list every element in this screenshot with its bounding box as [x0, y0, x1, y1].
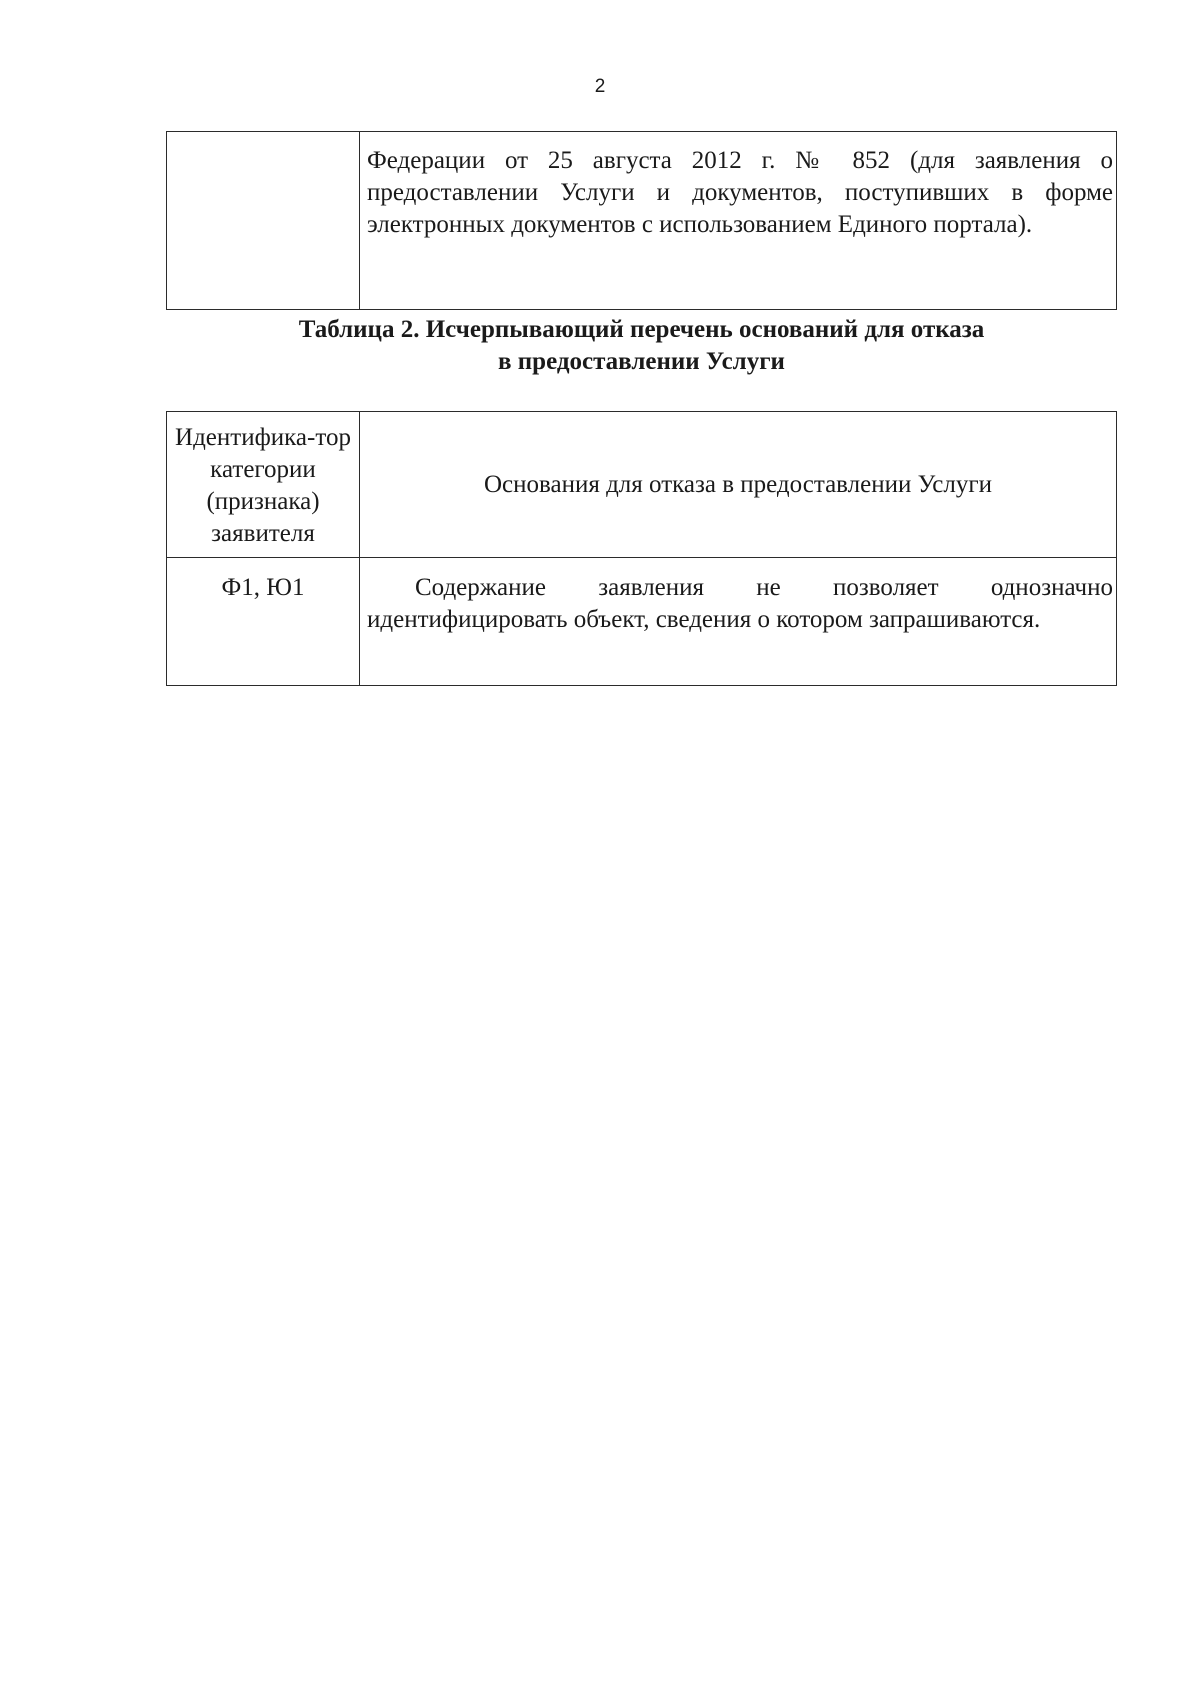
continuation-cell [360, 132, 1117, 310]
continuation-table [166, 131, 1117, 310]
continuation-text: Федерации от 25 августа 2012 г. № 852 (для заявления о предоставлении Услуги и документов, поступивших в форме электронных документов с использованием Единого портала). [367, 147, 1113, 238]
header-cell-reasons [360, 412, 1117, 558]
table-caption [166, 314, 1117, 378]
table-caption-line-2: в предоставлении Услуги [498, 348, 785, 375]
table-caption-line-1: Таблица 2. Исчерпывающий перечень оснований для отказа [298, 316, 985, 343]
page-number: 2 [594, 76, 606, 97]
header-identifier-text: Идентифика-тор категории (признака) заявителя [175, 424, 351, 547]
identifier-cell [167, 558, 360, 686]
identifier-text: Ф1, Ю1 [221, 574, 305, 601]
reason-cell [360, 558, 1117, 686]
refusal-grounds-table [166, 411, 1117, 686]
table-header-row [167, 412, 1117, 558]
table-row [167, 558, 1117, 686]
header-cell-identifier [167, 412, 360, 558]
reason-text: Содержание заявления не позволяет однозначно идентифицировать объект, сведения о котором запрашиваются. [367, 574, 1113, 633]
table-row [167, 132, 1117, 310]
empty-cell [167, 132, 360, 310]
header-reasons-text: Основания для отказа в предоставлении Услуги [483, 470, 993, 498]
